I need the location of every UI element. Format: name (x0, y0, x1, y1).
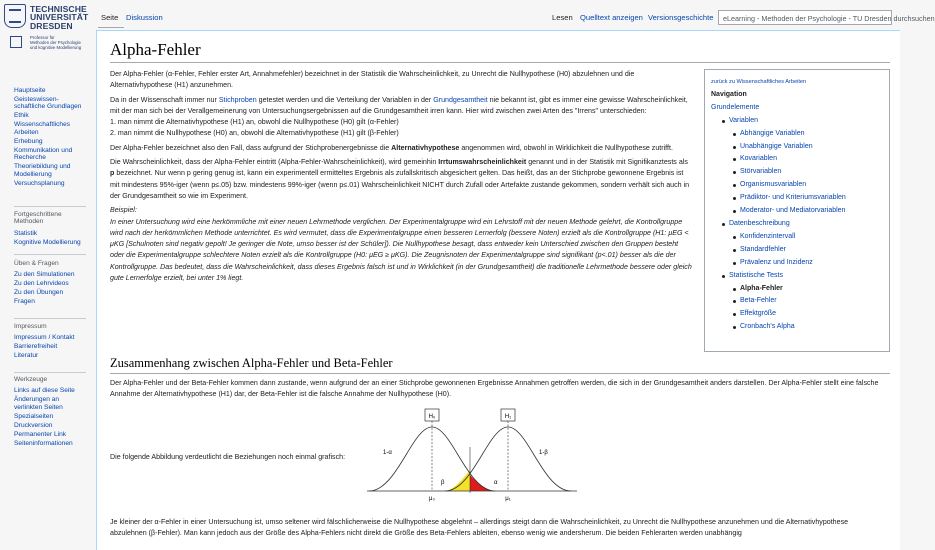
nav-item: Statistische Tests (720, 270, 889, 283)
nav-link[interactable]: Zu den Lehrvideos (14, 280, 69, 288)
nav-link[interactable]: Theoriebildung und Modellierung (14, 163, 71, 178)
nav-link[interactable]: Literatur (14, 352, 39, 360)
nav-item: Organismusvariablen (731, 179, 889, 192)
nav-link[interactable]: Ethik (14, 112, 29, 120)
nav-item: Unabhängige Variablen (731, 141, 889, 154)
tab-quelltext[interactable]: Quelltext anzeigen (580, 13, 643, 22)
h1-label: H₁ (504, 414, 512, 420)
nav-link[interactable]: Statistik (14, 229, 38, 237)
professur-logo-icon (10, 36, 22, 48)
paragraph: Da in der Wissenschaft immer nur Stichproben getestet werden und die Verteilung der Variablen in der Grundgesamtheit nie bekannt ist, gibt es immer eine gewisse Wahrscheinlichkeit, mit der man sich bei der Verallgemeinerung von Untersuchungsergebnissen auf die Grundgesamtheit irren kann. Hier wird zwischen zwei Arten des "Irrens" unterschieden: 1. man nimmt die Alternativhypothese (H1) an, obwohl die Nullhypothese (H0) gilt (α-Fehler) 2. man nimmt die Nullhypothese (H0) an, obwohl die Alternativhypothese (H1) gilt (β-Fehler) (110, 95, 688, 138)
example: Beispiel: In einer Untersuchung wird eine herkömmliche mit einer neuen Lehrmethode verglichen. Der Experimentalgruppe wird ein Lehrstoff mit der neuen Methode gelehrt, die Kontrollgruppe wird nach der herkömmlichen Methode unterrichtet. Es wird vermutet, dass die Experimentalgruppe einen besseren Lernerfolg (bessere Noten) erzielt als die Kontrollgruppe (H1: μEG < μKG [Schulnoten sind negativ gepolt! Je geringer die Note, umso besser ist der Schüler]). Die Nullhypothese besagt, dass entweder kein Unterschied zwischen den Gruppen besteht oder die Experimentalgruppe schlechtere Noten erzielt als die Kontrollgruppe (H0: μEG ≥ μKG). Die Zeugnisnoten der Experimentalgruppe sind signifikant (p<.01) besser als die der Kontrollgruppe. Das bedeutet, dass die Wahrscheinlichkeit, dass dieses Ergebnis falsch ist und in Wirklichkeit (in der Grundgesamtheit) die traditionelle Lehrmethode bessere oder gleich gute Lernerfolge erzielt, bei unter 1% liegt. (110, 206, 692, 283)
h0-label: H₀ (428, 414, 436, 420)
nav-item: Standardfehler (731, 244, 889, 257)
nav-heading: Üben & Fragen (14, 260, 59, 267)
nav-heading: Werkzeuge (14, 376, 48, 383)
section-divider (110, 373, 890, 374)
nav-item: Variablen (720, 115, 889, 128)
nav-heading: Fortgeschrittene Methoden (14, 211, 62, 226)
nav-item: Konfidenzintervall (731, 231, 889, 244)
nav-item: Prävalenz und Inzidenz (731, 257, 889, 270)
nav-heading: Impressum (14, 323, 47, 330)
title-divider (110, 62, 890, 63)
sidebar-divider (14, 206, 86, 207)
nav-link[interactable]: Zu den Übungen (14, 289, 64, 297)
mu0-label: μ₀ (429, 496, 435, 502)
impressum-nav (14, 323, 74, 361)
sidebar (0, 0, 96, 538)
nav-link[interactable]: Seiteninformationen (14, 439, 73, 447)
nav-item: Prädiktor- und Kriteriumsvariablen (731, 192, 889, 205)
nav-link[interactable]: Versuchsplanung (14, 179, 65, 187)
alpha-label: α (494, 480, 498, 486)
nav-link[interactable]: Kognitive Modellierung (14, 238, 81, 246)
beta-area (447, 470, 470, 491)
paragraph: Die Wahrscheinlichkeit, dass der Alpha-Fehler eintritt (Alpha-Fehler-Wahrscheinlichkeit), wird gemeinhin Irrtumswahrscheinlichkeit genannt und in der Statistik mit Signifikanztests als p bezeichnet. Nur wenn p gering genug ist, kann ein experimentell ermitteltes Ergebnis als zufallskritisch abgesichert gelten. Das heißt, das an der Stichprobe gewonnene Ergebnis ist mit mindestens 95%-iger (wenn p≤.05) bzw. mindestens 99%-iger (wenn p≤.01) Wahrscheinlichkeit NICHT durch Zufall oder Artefakte zustande gekommen, sondern verhält sich auch in der Grundgesamtheit so wie im Experiment. (110, 158, 690, 200)
nav-link[interactable]: Hauptseite (14, 87, 46, 94)
paragraph: Der Alpha-Fehler bezeichnet also den Fall, dass aufgrund der Stichprobenergebnisse die Alternativhypothese angenommen wird, obwohl in Wirklichkeit die Nullhypothese zutrifft. (110, 143, 673, 152)
paragraph: Je kleiner der α-Fehler in einer Untersuchung ist, umso seltener wird fälschlicherweise die Nullhypothese abgelehnt – allerdings steigt dann die Wahrscheinlichkeit, zu Unrecht die Nullhypothese anzunehmen und die Alternativhypothese abzulehnen (β-Fehler). Man kann jedoch aus der Größe des Alpha-Fehlers nicht direkt die Größe des Beta-Fehlers ableiten, ebenso wenig wie andersherum. Die beiden Fehlerarten werden unabhängig (110, 518, 849, 538)
practice-nav (14, 260, 74, 307)
back-link[interactable]: zurück zu Wissenschaftliches Arbeiten (711, 79, 807, 85)
content (96, 30, 900, 550)
advanced-nav (14, 211, 81, 248)
tu-dresden-crest-icon (4, 4, 26, 28)
paragraph: Der Alpha-Fehler (α-Fehler, Fehler erster Art, Annahmefehler) bezeichnet in der Statistik die Wahrscheinlichkeit, zu Unrecht die Nullhypothese (H0) abzulehnen und die Alternativhypothese (H1) anzunehmen. (110, 70, 635, 90)
one-minus-beta-label: 1-β (539, 450, 548, 456)
nav-link[interactable]: Kommunikation und Recherche (14, 146, 73, 162)
page-title: Alpha-Fehler (110, 40, 201, 59)
article-body (110, 69, 694, 287)
nav-link[interactable]: Druckversion (14, 421, 53, 429)
nav-item: Störvariablen (731, 166, 889, 179)
nav-item: Effektgröße (731, 308, 889, 321)
nav-link[interactable]: Barrierefreiheit (14, 343, 58, 351)
tools-nav (14, 376, 75, 449)
tab-versionsgeschichte[interactable]: Versionsgeschichte (648, 13, 714, 22)
nav-item: Moderator- und Mediatorvariablen (731, 205, 889, 218)
tu-dresden-logo[interactable] (4, 4, 92, 54)
sidebar-divider (14, 318, 86, 319)
one-minus-alpha-label: 1-α (383, 450, 392, 456)
nav-item: Cronbach's Alpha (731, 321, 889, 334)
nav-link[interactable]: Änderungen an verlinkten Seiten (14, 396, 63, 411)
nav-link[interactable]: Geisteswissen-schaftliche Grundlagen (14, 96, 82, 111)
nav-link[interactable]: Impressum / Kontakt (14, 334, 75, 342)
logo-subtitle: Professur für Methoden der Psychologie und kognitive Modellierung (30, 35, 82, 51)
logo-text: TECHNISCHE UNIVERSITÄT DRESDEN (30, 4, 89, 31)
section-heading: Zusammenhang zwischen Alpha-Fehler und Beta-Fehler (110, 356, 393, 370)
search-input[interactable]: eLearning - Methoden der Psychologie - TU Dresden durchsuchen (718, 10, 892, 25)
nav-grundelemente[interactable]: Grundelemente (711, 103, 760, 111)
tab-diskussion[interactable]: Diskussion (126, 13, 163, 22)
sidebar-divider (14, 254, 86, 255)
figure-caption: Die folgende Abbildung verdeutlicht die Beziehungen noch einmal grafisch: (110, 453, 346, 461)
nav-link[interactable]: Zu den Simulationen (14, 271, 75, 279)
tab-lesen[interactable]: Lesen (552, 13, 573, 22)
sidebar-divider (14, 372, 86, 373)
main-nav (14, 87, 84, 189)
link-grundgesamtheit[interactable]: Grundgesamtheit (433, 95, 488, 104)
navigation-box (704, 69, 890, 352)
tab-seite[interactable]: Seite (101, 13, 119, 22)
link-stichproben[interactable]: Stichproben (218, 95, 257, 104)
beta-label: β (441, 480, 445, 486)
nav-link[interactable]: Wissenschaftliches Arbeiten (14, 121, 71, 136)
nav-item: Abhängige Variablen (731, 128, 889, 141)
nav-link[interactable]: Permanenter Link (14, 430, 67, 438)
navigation-heading: Navigation (711, 90, 747, 98)
mu1-label: μ₁ (505, 496, 511, 502)
nav-item: Datenbeschreibung (720, 218, 889, 231)
nav-link[interactable]: Spezialseiten (14, 412, 54, 420)
nav-link[interactable]: Fragen (14, 298, 35, 306)
nav-link[interactable]: Links auf diese Seite (14, 387, 75, 395)
alpha-beta-figure (367, 407, 587, 503)
tab-underline (98, 27, 124, 28)
paragraph: Der Alpha-Fehler und der Beta-Fehler kommen dann zustande, wenn aufgrund der an einer Stichprobe gewonnenen Ergebnisse Annahmen getroffen werden, die sich in der Grundgesamtheit anders darstellen. Der Alpha-Fehler stellt eine falsche Annahme der Alternativhypothese (H1) dar, der Beta-Fehler ist die falsche Annahme der Nullhypothese (H0). (110, 379, 879, 399)
nav-item-current: Alpha-Fehler (731, 283, 889, 296)
nav-link[interactable]: Erhebung (14, 137, 43, 145)
nav-item: Beta-Fehler (731, 295, 889, 308)
nav-item: Kovariablen (731, 153, 889, 166)
